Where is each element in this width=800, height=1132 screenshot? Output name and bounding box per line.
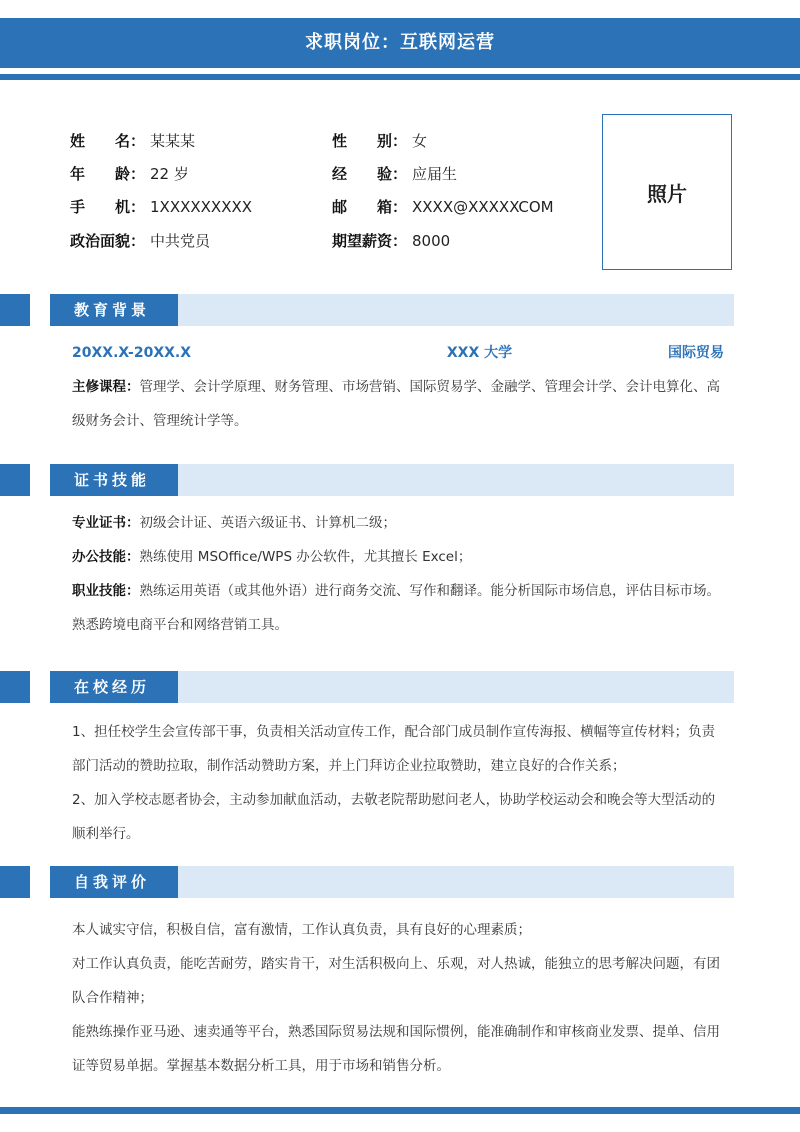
skills-body — [72, 506, 724, 642]
info-value: 22 岁 — [150, 165, 189, 183]
section-education — [0, 294, 800, 429]
info-phone — [70, 197, 252, 217]
section-title: 教育背景 — [50, 294, 178, 326]
info-age — [70, 164, 189, 184]
info-label: 邮 箱： — [332, 198, 408, 216]
self-eval-item: 能熟练操作亚马逊、速卖通等平台，熟悉国际贸易法规和国际惯例，能准确制作和审核商业发票、提单、信用证等贸易单据。掌握基本数据分析工具，用于市场和销售分析。 — [72, 1024, 720, 1074]
campus-body — [72, 715, 724, 851]
header-divider — [0, 74, 800, 80]
info-label: 政治面貌： — [70, 232, 146, 250]
photo-label: 照片 — [647, 181, 687, 206]
job-title-banner — [0, 18, 800, 68]
section-marker — [0, 671, 30, 703]
info-value: 某某某 — [150, 132, 196, 150]
info-value: 中共党员 — [150, 232, 211, 250]
info-salary — [332, 231, 450, 251]
section-header — [0, 671, 800, 703]
courses-text: 管理学、会计学原理、财务管理、市场营销、国际贸易学、金融学、管理会计学、会计电算化、高级财务会计、管理统计学等。 — [72, 379, 720, 429]
skill-text: 熟练使用 MSOffice/WPS 办公软件，尤其擅长 Excel； — [139, 549, 472, 565]
education-date: 20XX.X-20XX.X — [72, 345, 192, 361]
info-label: 年 龄： — [70, 165, 146, 183]
skill-text: 初级会计证、英语六级证书、计算机二级； — [139, 515, 396, 531]
education-body — [72, 336, 724, 438]
self-eval-body — [72, 913, 724, 1083]
section-marker — [0, 464, 30, 496]
section-self-eval — [0, 866, 800, 1074]
info-value: 应届生 — [412, 165, 458, 183]
photo-placeholder — [602, 114, 732, 270]
skill-item — [72, 540, 724, 574]
section-skills — [0, 464, 800, 633]
info-label: 性 别： — [332, 132, 408, 150]
section-title: 在校经历 — [50, 671, 178, 703]
section-header — [0, 866, 800, 898]
info-value: 女 — [412, 132, 428, 150]
section-header — [0, 464, 800, 496]
skill-item — [72, 574, 724, 642]
skill-label: 职业技能： — [72, 583, 140, 599]
section-marker — [0, 866, 30, 898]
education-row — [72, 336, 724, 370]
education-major: 国际贸易 — [668, 345, 724, 361]
info-name — [70, 131, 195, 151]
skill-text: 熟练运用英语（或其他外语）进行商务交流、写作和翻译。能分析国际市场信息，评估目标市场。熟悉跨境电商平台和网络营销工具。 — [72, 583, 720, 633]
campus-item: 1、担任校学生会宣传部干事，负责相关活动宣传工作，配合部门成员制作宣传海报、横幅等宣传材料；负责部门活动的赞助拉取，制作活动赞助方案，并上门拜访企业拉取赞助，建立良好的合作关系； — [72, 724, 716, 774]
section-header — [0, 294, 800, 326]
section-campus — [0, 671, 800, 842]
self-eval-item: 对工作认真负责，能吃苦耐劳，踏实肯干，对生活积极向上、乐观，对人热诚，能独立的思考解决问题，有团队合作精神； — [72, 956, 720, 1006]
info-value: 8000 — [412, 232, 451, 250]
campus-item: 2、加入学校志愿者协会，主动参加献血活动，去敬老院帮助慰问老人，协助学校运动会和晚会等大型活动的顺利举行。 — [72, 792, 716, 842]
skill-label: 办公技能： — [72, 549, 140, 565]
courses-label: 主修课程： — [72, 379, 140, 395]
section-title: 证书技能 — [50, 464, 178, 496]
footer-divider — [0, 1107, 800, 1114]
info-experience — [332, 164, 457, 184]
section-marker — [0, 294, 30, 326]
education-school: XXX 大学 — [446, 345, 513, 361]
info-label: 经 验： — [332, 165, 408, 183]
info-value: XXXX@XXXXXCOM — [412, 198, 554, 216]
info-label: 姓 名： — [70, 132, 146, 150]
skill-label: 专业证书： — [72, 515, 140, 531]
info-label: 期望薪资： — [332, 232, 408, 250]
info-email — [332, 197, 554, 217]
info-political — [70, 231, 210, 251]
section-title: 自我评价 — [50, 866, 178, 898]
info-value: 1XXXXXXXXX — [150, 198, 253, 216]
skill-item — [72, 506, 724, 540]
info-label: 手 机： — [70, 198, 146, 216]
self-eval-item: 本人诚实守信，积极自信，富有激情，工作认真负责，具有良好的心理素质； — [72, 922, 531, 938]
education-courses — [72, 370, 724, 438]
job-title: 求职岗位：互联网运营 — [305, 32, 495, 53]
info-gender — [332, 131, 427, 151]
